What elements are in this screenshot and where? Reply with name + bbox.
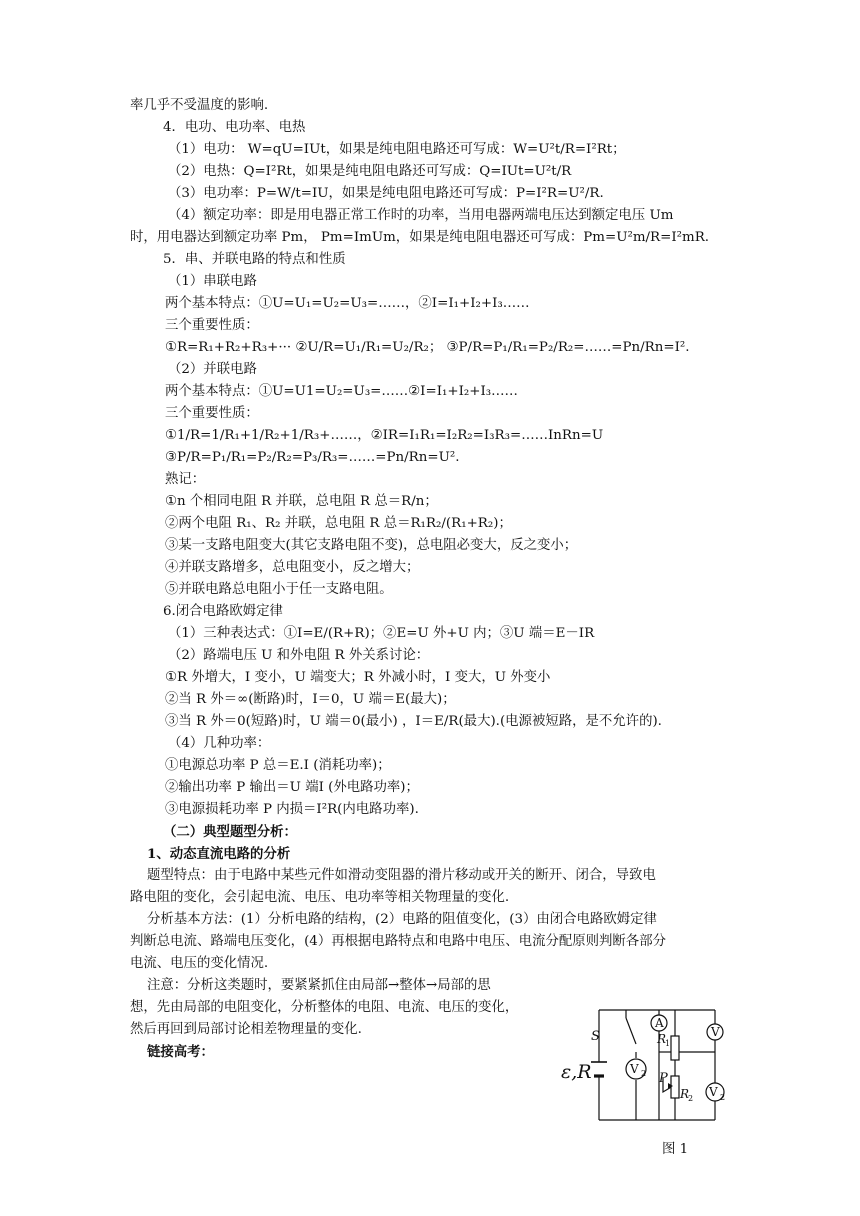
text-line: 题型特点：由于电路中某些元件如滑动变阻器的滑片移动或开关的断开、闭合，导致电	[147, 868, 656, 883]
text-line: （2）路端电压 U 和外电阻 R 外关系讨论：	[168, 648, 430, 663]
text-line: ③P/R=P₁/R₁=P₂/R₂=P₃/R₃=……=Pn/Rn=U².	[165, 450, 460, 465]
text-line: （1）电功： W=qU=IUt，如果是纯电阻电路还可写成：W=U²t/R=I²Rt；	[168, 142, 626, 157]
text-line: ①R 外增大，I 变小，U 端变大；R 外减小时，I 变大，U 外变小	[165, 670, 551, 685]
text-line: 分析基本方法：(1）分析电路的结构，(2）电路的阻值变化，(3）由闭合电路欧姆定律	[147, 912, 657, 927]
text-line: 三个重要性质：	[165, 318, 259, 333]
resistor-r2	[671, 1076, 679, 1098]
text-line: ②输出功率 P 输出＝U 端I (外电路功率)；	[165, 780, 419, 795]
text-line: （1）三种表达式：①I=E/(R+R)；②E=U 外+U 内；③U 端＝E－IR	[168, 626, 595, 641]
text-line: （1）串联电路	[168, 274, 257, 289]
voltmeter-3-label: V	[709, 1085, 718, 1099]
text-line: 时，用电器达到额定功率 Pm， Pm=ImUm，如果是纯电阻电器还可写成：Pm=U²m/R=I²mR.	[130, 230, 710, 245]
text-line: ⑤并联电路总电阻小于任一支路电阻。	[165, 582, 393, 597]
text-line: 熟记：	[165, 472, 206, 487]
text-line: 注意：分析这类题时，要紧紧抓住由局部→整体→局部的思	[147, 978, 491, 993]
text-line: 链接高考：	[147, 1044, 214, 1060]
text-line: 5．串、并联电路的特点和性质	[163, 252, 346, 267]
text-line: ①R=R₁+R₂+R₃+··· ②U/R=U₁/R₁=U₂/R₂； ③P/R=P₁/R₁=P₂/R₂=……=Pn/Rn=I².	[165, 340, 690, 355]
text-line: 三个重要性质：	[165, 406, 259, 421]
text-line: 两个基本特点：①U=U1=U₂=U₃=……②I=I₁+I₂+I₃……	[165, 384, 518, 399]
ammeter-label: A	[655, 1016, 664, 1030]
text-line: （4）几种功率：	[168, 736, 271, 751]
circuit-diagram	[560, 996, 740, 1132]
text-line: 然后再回到局部讨论相差物理量的变化.	[130, 1022, 362, 1037]
text-line: 两个基本特点：①U=U₁=U₂=U₃=……，②I=I₁+I₂+I₃……	[165, 296, 530, 311]
text-line: ①1/R=1/R₁+1/R₂+1/R₃+……，②IR=I₁R₁=I₂R₂=I₃R₃=……InRn=U	[165, 428, 604, 443]
figure-caption: 图 1	[662, 1142, 689, 1157]
r1-sub: 1	[665, 1039, 671, 1048]
voltmeter-3-sub: 2	[720, 1093, 726, 1102]
switch-label: S	[591, 1029, 600, 1044]
text-line: ④并联支路增多，总电阻变小，反之增大；	[165, 560, 420, 575]
text-line: 1、动态直流电路的分析	[147, 846, 291, 862]
text-line: 想，先由局部的电阻变化，分析整体的电阻、电流、电压的变化，	[130, 1000, 519, 1015]
text-line: （4）额定功率：即是用电器正常工作时的功率，当用电器两端电压达到额定电压 Um	[168, 208, 674, 223]
text-line: ③某一支路电阻变大(其它支路电阻不变)，总电阻必变大，反之变小；	[165, 538, 578, 553]
text-line: ③当 R 外＝0(短路)时，U 端＝0(最小) ，I＝E/R(最大).(电源被短路，是不允许的).	[165, 714, 662, 729]
text-line: 6.闭合电路欧姆定律	[163, 604, 283, 619]
text-line: （2）并联电路	[168, 362, 257, 377]
text-line: 路电阻的变化，会引起电流、电压、电功率等相关物理量的变化.	[130, 890, 510, 905]
text-line: ②当 R 外＝∞(断路)时，I＝0，U 端＝E(最大)；	[165, 692, 456, 707]
text-line: 4．电功、电功率、电热	[163, 120, 306, 135]
text-line: 电流、电压的变化情况.	[130, 956, 269, 971]
text-line: （二）典型题型分析：	[163, 824, 297, 840]
slider-label: P	[659, 1071, 668, 1086]
source-label: ε,R	[561, 1061, 592, 1083]
r2-sub: 2	[688, 1094, 694, 1103]
resistor-r1	[671, 1036, 679, 1060]
text-line: ③电源损耗功率 P 内损＝I²R(内电路功率).	[165, 802, 419, 817]
text-line: ②两个电阻 R₁、R₂ 并联，总电阻 R 总＝R₁R₂/(R₁+R₂)；	[165, 516, 512, 531]
text-line: ①n 个相同电阻 R 并联，总电阻 R 总＝R/n；	[165, 494, 438, 509]
voltmeter-2-sub: 2	[641, 1069, 647, 1078]
voltmeter-2-label: V	[630, 1062, 639, 1076]
text-line: ①电源总功率 P 总＝E.I (消耗功率)；	[165, 758, 391, 773]
text-line: 判断总电流、路端电压变化，(4）再根据电路特点和电路中电压、电流分配原则判断各部分	[130, 934, 666, 949]
text-line: （2）电热：Q=I²Rt，如果是纯电阻电路还可写成：Q=IUt=U²t/R	[168, 164, 572, 179]
voltmeter-1-label: V	[711, 1025, 720, 1039]
text-line: （3）电功率：P=W/t=IU，如果是纯电阻电路还可写成：P=I²R=U²/R.	[168, 186, 604, 201]
text-line: 率几乎不受温度的影响.	[130, 98, 269, 113]
r1-label: R	[657, 1032, 667, 1046]
r2-label: R	[680, 1087, 690, 1101]
